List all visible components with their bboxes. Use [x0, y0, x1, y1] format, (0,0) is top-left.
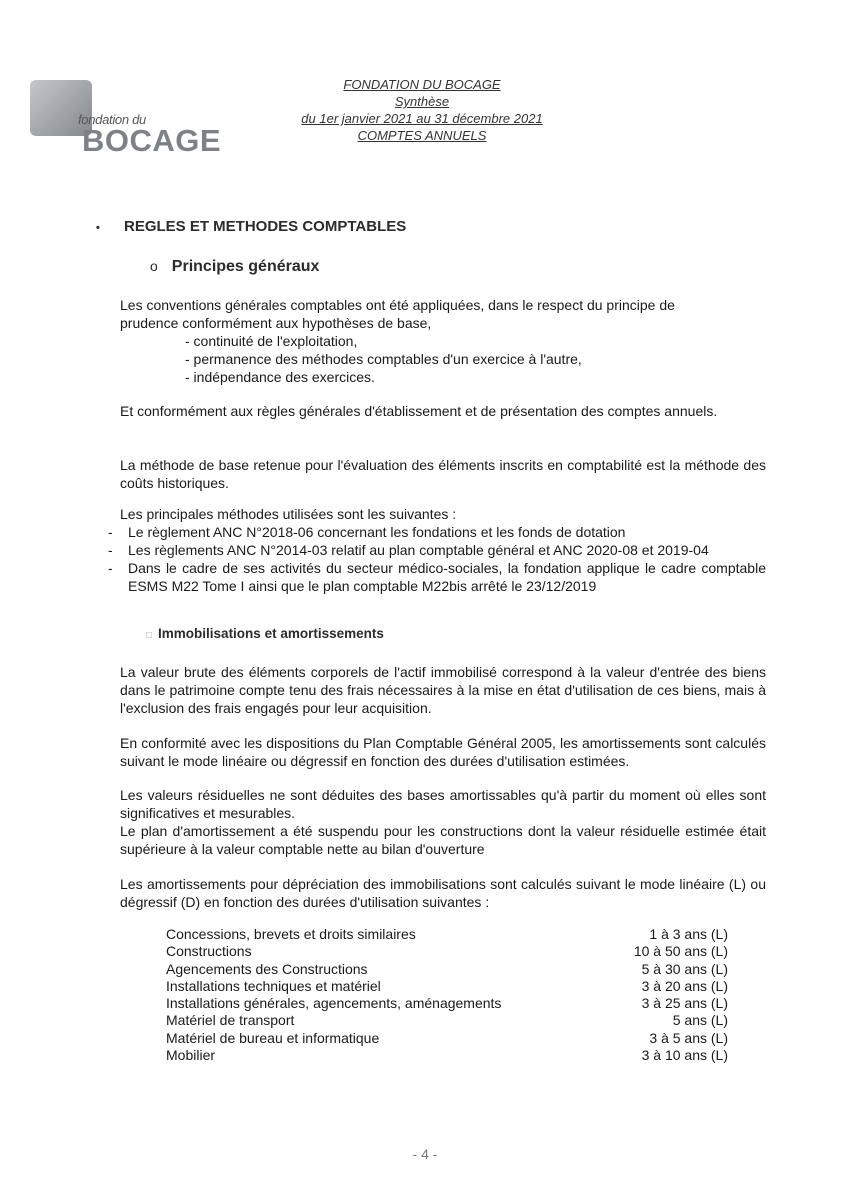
document-header — [240, 76, 604, 144]
method-item: - Le règlement ANC N°2018-06 concernant les fondations et les fonds de dotation — [108, 524, 626, 540]
asset-duration: 1 à 3 ans (L) — [649, 926, 728, 942]
principle-item: - indépendance des exercices. — [185, 369, 375, 385]
subsection-immobilisations — [146, 626, 384, 641]
asset-label: Installations techniques et matériel — [166, 977, 381, 994]
header-synthese: Synthèse — [394, 94, 450, 109]
logo-small-text: fondation du — [78, 112, 146, 127]
depreciation-table — [166, 926, 728, 1064]
table-row — [166, 943, 728, 960]
asset-duration: 3 à 5 ans (L) — [649, 1029, 728, 1046]
asset-label: Mobilier — [166, 1047, 216, 1064]
principle-item: - continuité de l'exploitation, — [185, 333, 358, 349]
method-item: - Les règlements ANC N°2014-03 relatif au plan comptable général et ANC 2020-08 et 2019-04 — [108, 542, 709, 558]
principes-paragraph-4: Les principales méthodes utilisées sont les suivantes : — [120, 506, 457, 522]
table-row — [166, 1047, 728, 1064]
asset-duration: 5 à 30 ans (L) — [641, 960, 728, 977]
table-row — [166, 1030, 728, 1047]
immo-paragraph-3b: Le plan d'amortissement a été suspendu pour les constructions dont la valeur résiduelle estimée était supérieure à la valeur comptable nette au bilan d'ouverture — [120, 823, 766, 857]
asset-label: Matériel de transport — [166, 1012, 295, 1029]
header-org: FONDATION DU BOCAGE — [343, 77, 501, 92]
asset-duration: 10 à 50 ans (L) — [633, 943, 728, 960]
principes-paragraph-3: La méthode de base retenue pour l'évaluation des éléments inscrits en comptabilité est la méthode des coûts historiques. — [120, 457, 766, 491]
subsection-immo-title: Immobilisations et amortissements — [158, 626, 384, 641]
principes-paragraph-2: Et conformément aux règles générales d'établissement et de présentation des comptes annuels. — [120, 403, 718, 419]
asset-duration: 5 ans (L) — [672, 1012, 728, 1029]
table-row — [166, 926, 728, 943]
section-title-text: REGLES ET METHODES COMPTABLES — [124, 218, 407, 235]
subsection-bullet: o — [150, 258, 158, 274]
asset-label: Constructions — [166, 943, 252, 960]
principes-intro-line1: Les conventions générales comptables ont été appliquées, dans le respect du principe de — [120, 297, 675, 313]
immo-paragraph-4: Les amortissements pour dépréciation des immobilisations sont calculés suivant le mode linéaire (L) ou dégressif (D) en fonction des durées d'utilisation suivantes : — [120, 876, 766, 910]
header-period: du 1er janvier 2021 au 31 décembre 2021 — [301, 111, 543, 126]
page-number: - 4 - — [412, 1146, 438, 1162]
table-row — [166, 978, 728, 995]
asset-label: Matériel de bureau et informatique — [166, 1029, 380, 1046]
asset-label: Concessions, brevets et droits similaires — [166, 926, 416, 942]
asset-label: Agencements des Constructions — [166, 960, 368, 977]
immo-paragraph-2: En conformité avec les dispositions du Plan Comptable Général 2005, les amortissements sont calculés suivant le mode linéaire ou dégressif en fonction des durées d'utilisation estimées. — [120, 735, 766, 769]
immo-paragraph-1: La valeur brute des éléments corporels de l'actif immobilisé correspond à la valeur d'entrée des biens dans le patrimoine compte tenu des frais nécessaires à la mise en état d'utilisation de ces biens, mais à l'exclusion des frais engagés pour leur acquisition. — [120, 664, 766, 716]
immo-paragraph-3a: Les valeurs résiduelles ne sont déduites des bases amortissables qu'à partir du moment où elles sont significatives et mesurables. — [120, 787, 766, 821]
table-row — [166, 1012, 728, 1029]
subsection-principes — [150, 258, 319, 276]
section-title — [96, 218, 406, 235]
asset-duration: 3 à 10 ans (L) — [641, 1047, 728, 1064]
foundation-logo — [26, 76, 222, 158]
table-row — [166, 995, 728, 1012]
asset-duration: 3 à 25 ans (L) — [641, 995, 728, 1012]
subsection-immo-bullet: □ — [146, 630, 153, 641]
asset-duration: 3 à 20 ans (L) — [641, 977, 728, 994]
logo-big-text: BOCAGE — [82, 123, 222, 158]
principes-intro-line2: prudence conformément aux hypothèses de base, — [120, 315, 432, 331]
section-bullet: • — [96, 222, 100, 234]
subsection-principes-title: Principes généraux — [171, 258, 320, 275]
header-comptes: COMPTES ANNUELS — [357, 128, 487, 143]
method-item: - Dans le cadre de ses activités du secteur médico-sociales, la fondation applique le cadre comptable ESMS M22 Tome I ainsi que le plan comptable M22bis arrêté le 23/12/2019 — [108, 560, 766, 594]
principle-item: - permanence des méthodes comptables d'un exercice à l'autre, — [185, 351, 582, 367]
asset-label: Installations générales, agencements, aménagements — [166, 995, 502, 1012]
table-row — [166, 961, 728, 978]
